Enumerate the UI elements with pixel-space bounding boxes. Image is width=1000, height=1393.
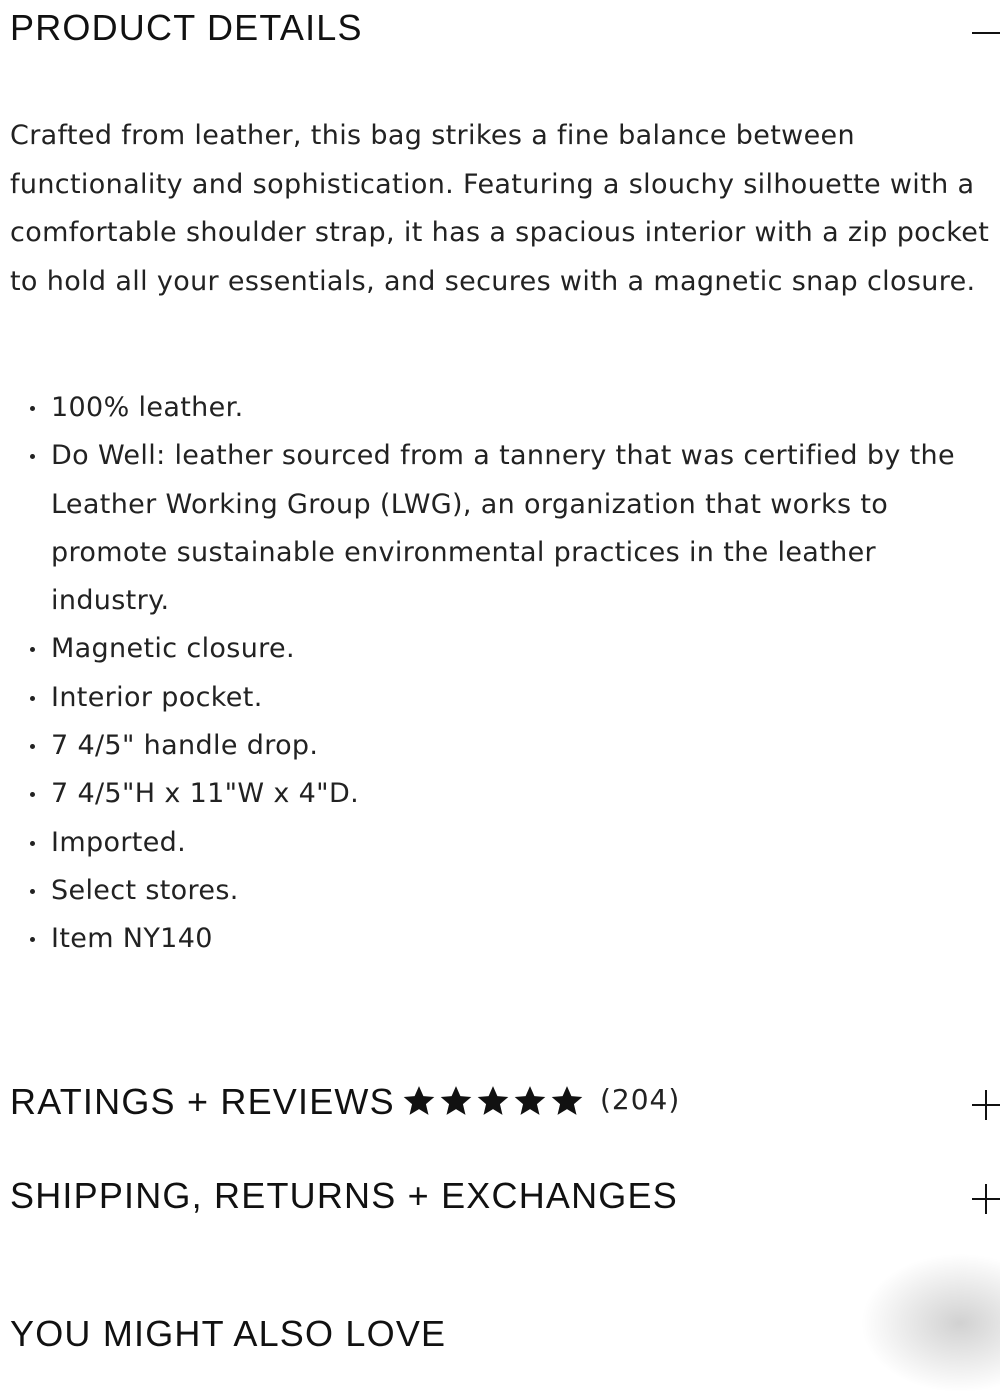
shipping-accordion[interactable] — [0, 1172, 1000, 1222]
ratings-accordion[interactable] — [0, 1078, 1000, 1128]
list-item: 100% leather. — [10, 384, 995, 432]
star-icon — [550, 1084, 584, 1118]
recommendations-title: YOU MIGHT ALSO LOVE — [10, 1313, 447, 1354]
feature-list — [10, 384, 995, 964]
ratings-title[interactable]: RATINGS + REVIEWS — [10, 1081, 395, 1122]
star-icon — [476, 1084, 510, 1118]
list-item: Interior pocket. — [10, 674, 995, 722]
minus-icon[interactable] — [970, 20, 1000, 50]
shipping-title[interactable]: SHIPPING, RETURNS + EXCHANGES — [10, 1175, 678, 1216]
list-item: Do Well: leather sourced from a tannery that was certified by the Leather Working Group (LWG), an organization that works to promote sustainable environmental practices in the leather industry. — [10, 432, 995, 625]
product-description: Crafted from leather, this bag strikes a fine balance between functionality and sophistication. Featuring a slouchy silhouette with a comfortable shoulder strap, it has a spacious interior with a zip pocket to hold all your essentials, and secures with a magnetic snap closure. — [10, 120, 990, 297]
star-icon — [402, 1084, 436, 1118]
list-item: 7 4/5" handle drop. — [10, 722, 995, 770]
list-item: Magnetic closure. — [10, 625, 995, 673]
star-icon — [513, 1084, 547, 1118]
list-item: 7 4/5"H x 11"W x 4"D. — [10, 770, 995, 818]
star-rating[interactable] — [402, 1084, 584, 1118]
list-item: Select stores. — [10, 867, 995, 915]
floating-button-shadow — [860, 1253, 1000, 1393]
list-item: Imported. — [10, 819, 995, 867]
product-details-title[interactable]: PRODUCT DETAILS — [10, 7, 363, 48]
star-icon — [439, 1084, 473, 1118]
review-count[interactable]: (204) — [600, 1083, 681, 1116]
plus-icon[interactable] — [970, 1183, 1000, 1213]
list-item: Item NY140 — [10, 915, 995, 963]
plus-icon[interactable] — [970, 1089, 1000, 1119]
